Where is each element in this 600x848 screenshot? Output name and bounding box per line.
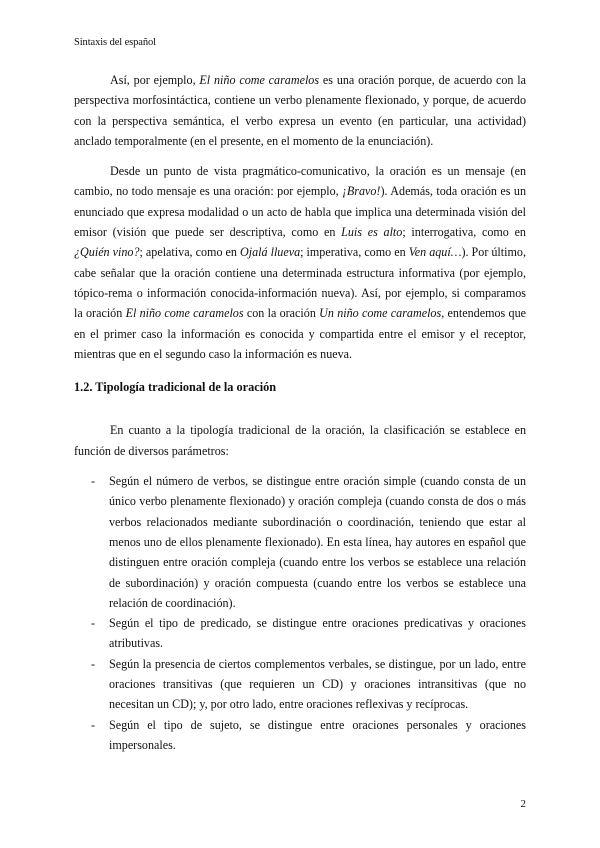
list-item-text: Según el tipo de sujeto, se distingue entre oraciones personales y oraciones impersonales. xyxy=(109,717,526,752)
example-italic: ¡Bravo! xyxy=(342,184,381,199)
list-item-text: Según el tipo de predicado, se distingue entre oraciones predicativas y oraciones atributivas. xyxy=(109,616,526,651)
list-item-text: Según el número de verbos, se distingue entre oración simple (cuando consta de un único verbo plenamente flexionado) y oración compleja (cuando consta de dos o más verbos relacionados mediante subordinación o coordinación, teniendo que estar al menos uno de ellos plenamente flexionado). En esta línea, hay autores en español que distinguen entre oración compleja (cuando entre los verbos se establece una relación de subordinación) y oración compuesta (cuando entre los verbos se establece una relación de coordinación). xyxy=(109,474,526,610)
example-italic: Ven aquí… xyxy=(408,245,462,260)
example-italic: Ojalá llueva xyxy=(240,245,301,260)
list-item xyxy=(74,471,526,613)
paragraph-pragmatic xyxy=(74,161,526,364)
text-span: ; interrogativa, como en xyxy=(402,225,526,240)
text-span: ; imperativa, como en xyxy=(300,245,409,260)
text-span: ; apelativa, como en xyxy=(139,245,240,260)
running-header: Sintaxis del español xyxy=(74,37,156,48)
list-item xyxy=(74,654,526,715)
section-heading: 1.2. Tipología tradicional de la oración xyxy=(74,380,277,395)
text-span: es una oración porque, de acuerdo con la perspectiva morfosintáctica, contiene un verbo plenamente flexionado, y porque, de acuerdo con la perspectiva semántica, el verbo expresa un evento (en particular, una actividad) anclado temporalmente (en el presente, en el momento de la enunciación). xyxy=(74,73,527,148)
text-span: ). Por último, cabe señalar que la oración contiene una determinada estructura informativa (por ejemplo, tópico-rema o información conocida-información nueva). Así, por ejemplo, si comparamos la oración xyxy=(74,245,526,321)
text-span: Desde un punto de vista pragmático-comunicativo, la oración es un mensaje (en cambio, no todo mensaje es una oración: por ejemplo, xyxy=(74,164,526,199)
example-italic: El niño come caramelos xyxy=(199,73,320,87)
paragraph-intro: En cuanto a la tipología tradicional de la oración, la clasificación se establece en función de diversos parámetros: xyxy=(74,423,526,458)
paragraph-example-definition xyxy=(74,70,526,151)
list-item xyxy=(74,715,526,756)
text-span: ). Además, toda oración es un enunciado que expresa modalidad o un acto de habla que implica una determinada visión del emisor (visión que puede ser descriptiva, como en xyxy=(74,184,526,240)
text-span: Así, por ejemplo, xyxy=(110,73,200,87)
bullet-dash: - xyxy=(91,616,96,631)
example-italic: Un niño come caramelos xyxy=(319,306,442,321)
text-span: con la oración xyxy=(243,306,320,321)
example-italic: Luis es alto xyxy=(341,225,403,240)
bullet-dash: - xyxy=(91,656,96,671)
typology-list xyxy=(74,471,526,755)
example-italic: El niño come caramelos xyxy=(125,306,244,321)
bullet-dash: - xyxy=(91,474,96,489)
page-number: 2 xyxy=(520,798,526,810)
list-item-text: Según la presencia de ciertos complementos verbales, se distingue, por un lado, entre oraciones transitivas (que requieren un CD) y oraciones intransitivas (que no necesitan un CD); y, por otro lado, entre oraciones reflexivas y recíprocas. xyxy=(109,656,526,712)
page-body xyxy=(74,70,526,755)
text-span: , entendemos que en el primer caso la información es conocida y compartida entre el emisor y el receptor, mientras que en el segundo caso la información es nueva. xyxy=(74,306,527,361)
list-item xyxy=(74,613,526,654)
bullet-dash: - xyxy=(91,717,96,732)
example-italic: ¿Quién vino? xyxy=(74,245,140,260)
